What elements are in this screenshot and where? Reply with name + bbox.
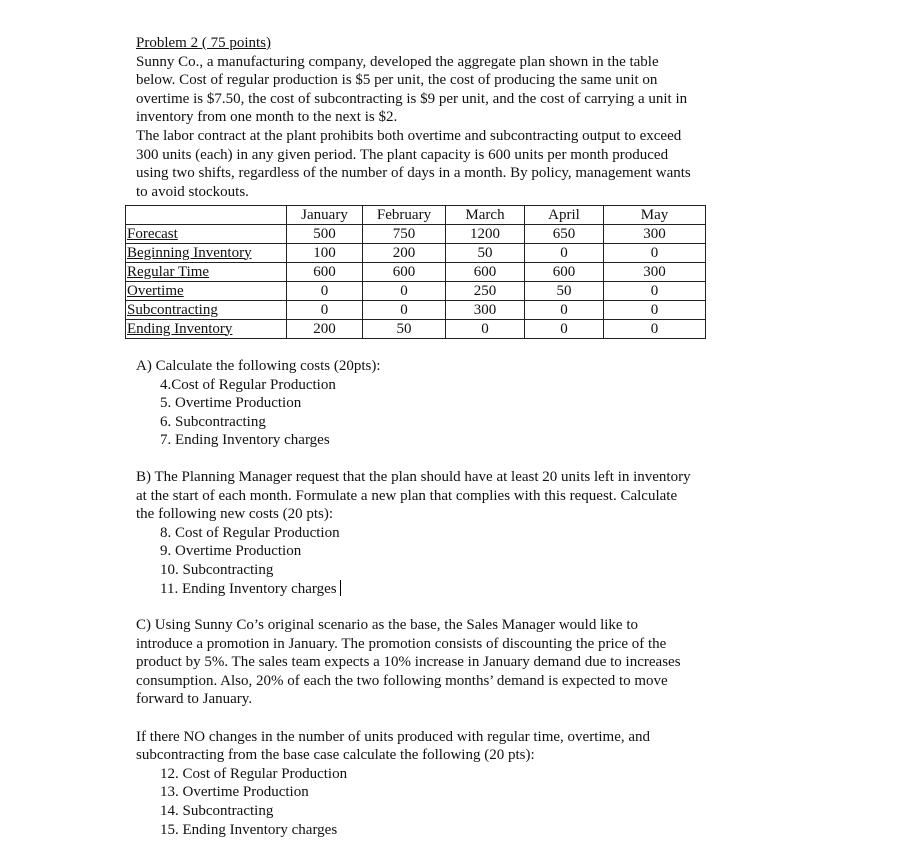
cell: 1200 bbox=[446, 225, 525, 244]
part-c-heading: C) Using Sunny Co’s original scenario as the base, the Sales Manager would like to introduce a promotion in January. The promotion consists of discounting the price of the product by 5%. The sales team expects a 10% increase in January demand due to increases consumption. Also, 20% of each the two following months’ demand is expected to move forward to January. bbox=[136, 617, 681, 708]
cell: 0 bbox=[525, 301, 604, 320]
row-label: Ending Inventory bbox=[126, 320, 287, 339]
header-cell: April bbox=[525, 206, 604, 225]
header-cell: May bbox=[604, 206, 706, 225]
header-cell: March bbox=[446, 206, 525, 225]
cell: 0 bbox=[604, 320, 706, 339]
problem-title: Problem 2 ( 75 points) bbox=[136, 35, 271, 51]
cell: 0 bbox=[287, 301, 363, 320]
list-item: 6. Subcontracting bbox=[160, 413, 266, 430]
cell: 50 bbox=[363, 320, 446, 339]
cell: 300 bbox=[446, 301, 525, 320]
list-item: 11. Ending Inventory charges bbox=[160, 580, 337, 597]
header-cell: January bbox=[287, 206, 363, 225]
cell: 200 bbox=[363, 244, 446, 263]
list-item: 12. Cost of Regular Production bbox=[160, 765, 348, 782]
cell: 600 bbox=[446, 263, 525, 282]
cell: 0 bbox=[604, 282, 706, 301]
cell: 0 bbox=[363, 301, 446, 320]
table-row bbox=[126, 263, 706, 282]
row-label: Forecast bbox=[126, 225, 287, 244]
constraints-paragraph: The labor contract at the plant prohibits both overtime and subcontracting output to exceed 300 units (each) in any given period. The plant capacity is 600 units per month produced using two shifts, regardless of the number of days in a month. By policy, management wants to avoid stockouts. bbox=[136, 127, 691, 200]
list-item: 8. Cost of Regular Production bbox=[160, 524, 340, 541]
row-label: Beginning Inventory bbox=[126, 244, 287, 263]
cell: 0 bbox=[604, 301, 706, 320]
part-c-subheading: If there NO changes in the number of units produced with regular time, overtime, and subcontracting from the base case calculate the following (20 pts): bbox=[136, 728, 651, 764]
cell: 600 bbox=[363, 263, 446, 282]
list-item: 5. Overtime Production bbox=[160, 395, 302, 412]
intro-paragraph: Sunny Co., a manufacturing company, developed the aggregate plan shown in the table below. Cost of regular production is $5 per unit, the cost of producing the same unit on overtime is $7.50, the cost of subcontracting is $9 per unit, and the cost of carrying a unit in inventory from one month to the next is $2. bbox=[136, 53, 688, 126]
list-item: 14. Subcontracting bbox=[160, 802, 274, 819]
list-item: 9. Overtime Production bbox=[160, 543, 302, 560]
table-row bbox=[126, 301, 706, 320]
cell: 300 bbox=[604, 263, 706, 282]
part-c bbox=[136, 616, 696, 839]
cell: 0 bbox=[525, 244, 604, 263]
cell: 600 bbox=[287, 263, 363, 282]
cell: 750 bbox=[363, 225, 446, 244]
header-cell bbox=[126, 206, 287, 225]
row-label: Regular Time bbox=[126, 263, 287, 282]
cell: 600 bbox=[525, 263, 604, 282]
cell: 250 bbox=[446, 282, 525, 301]
list-item: 13. Overtime Production bbox=[160, 784, 309, 801]
part-a bbox=[136, 357, 696, 450]
header-cell: February bbox=[363, 206, 446, 225]
cell: 100 bbox=[287, 244, 363, 263]
aggregate-plan-table bbox=[125, 205, 706, 339]
row-label: Overtime bbox=[126, 282, 287, 301]
cell: 0 bbox=[604, 244, 706, 263]
table-row bbox=[126, 244, 706, 263]
list-item: 10. Subcontracting bbox=[160, 561, 274, 578]
part-a-heading: A) Calculate the following costs (20pts): bbox=[136, 358, 381, 374]
cell: 0 bbox=[446, 320, 525, 339]
part-b bbox=[136, 468, 696, 598]
cell: 50 bbox=[525, 282, 604, 301]
cell: 200 bbox=[287, 320, 363, 339]
table-row bbox=[126, 320, 706, 339]
cell: 500 bbox=[287, 225, 363, 244]
row-label: Subcontracting bbox=[126, 301, 287, 320]
table-row bbox=[126, 282, 706, 301]
list-item: 15. Ending Inventory charges bbox=[160, 821, 338, 838]
list-item: 7. Ending Inventory charges bbox=[160, 432, 330, 449]
text-cursor bbox=[340, 580, 341, 596]
problem-header bbox=[136, 34, 696, 201]
cell: 50 bbox=[446, 244, 525, 263]
cell: 0 bbox=[363, 282, 446, 301]
table-header-row bbox=[126, 206, 706, 225]
cell: 650 bbox=[525, 225, 604, 244]
list-item: 4.Cost of Regular Production bbox=[160, 376, 336, 393]
table-row bbox=[126, 225, 706, 244]
cell: 0 bbox=[525, 320, 604, 339]
cell: 300 bbox=[604, 225, 706, 244]
cell: 0 bbox=[287, 282, 363, 301]
part-b-heading: B) The Planning Manager request that the plan should have at least 20 units left in inventory at the start of each month. Formulate a new plan that complies with this request. Calculate the following new costs (20 pts): bbox=[136, 469, 691, 523]
